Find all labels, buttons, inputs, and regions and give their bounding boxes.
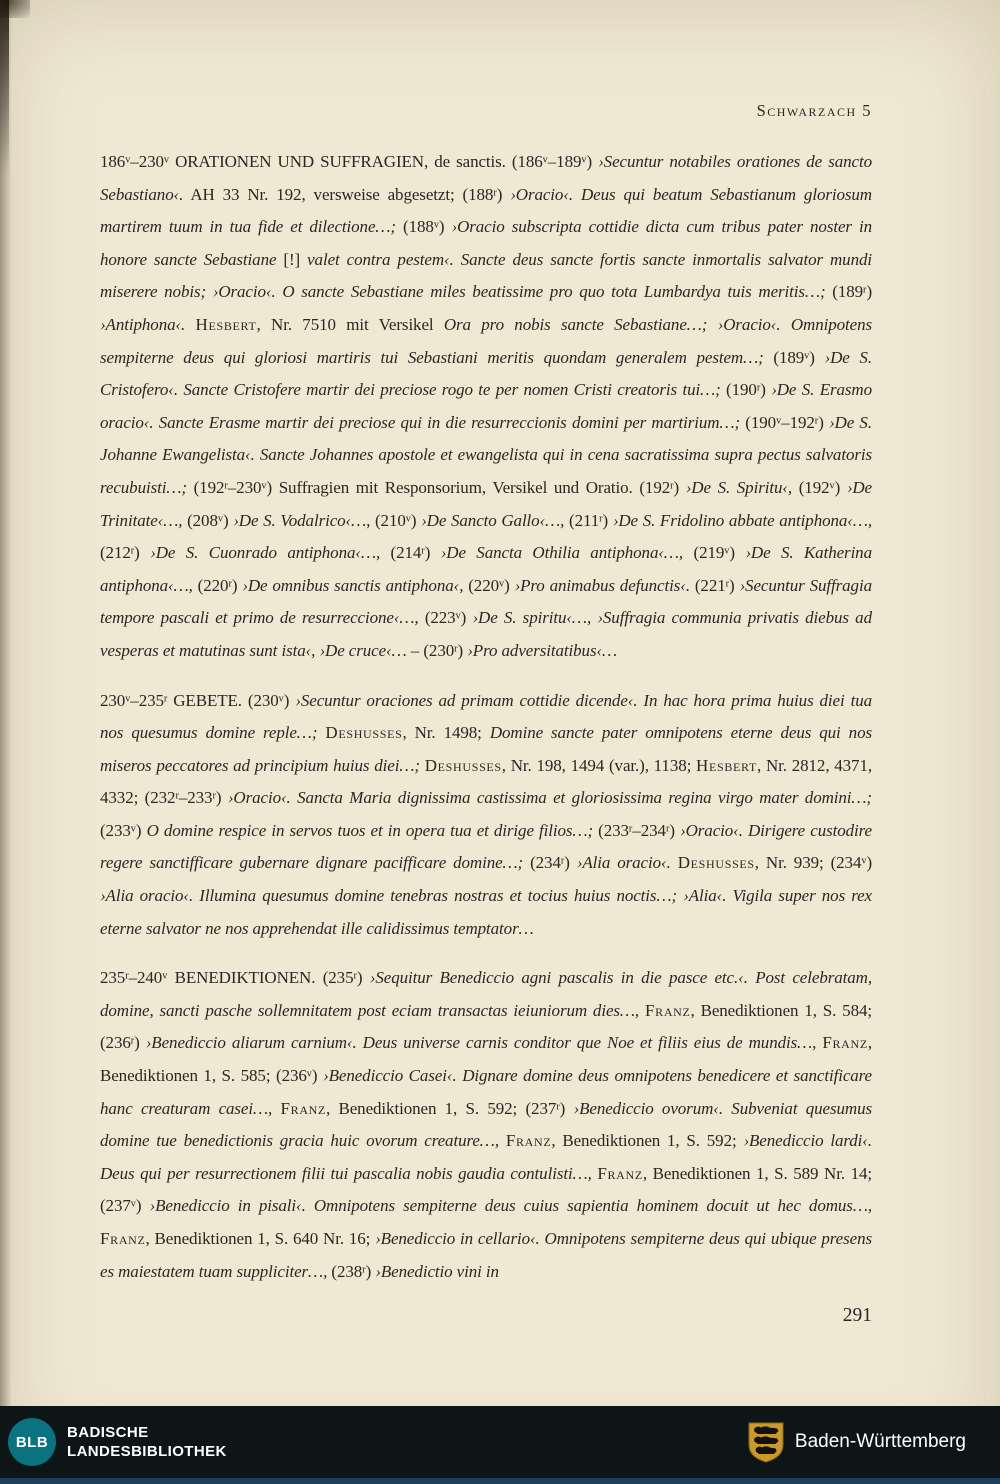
- footer-content: [0, 1406, 1000, 1478]
- scan-gutter-shadow: [0, 0, 12, 1406]
- viewer-footer-bar: [0, 1406, 1000, 1484]
- paragraph-gebete: 230$^v$–235$^r$ GEBETE. (230$^v$) ›Secuntur oraciones ad primam cottidie dicende‹. In hac hora prima huius diei tua nos quesumus domine reple…; Deshusses, Nr. 1498; Domine sancte pater omnipotens eterne deus qui nos miseros peccatores ad principium huius diei…; Deshusses, Nr. 198, 1494 (var.), 1138; Hesbert, Nr. 2812, 4371, 4332; (232$^r$–233$^r$) ›Oracio‹. Sancta Maria dignissima castissima et gloriosissima regina virgo mater domini…; (233$^v$) O domine respice in servos tuos et in opera tua et dirige filios…; (233$^r$–234$^r$) ›Oracio‹. Dirigere custodire regere sanctifficare gubernare dignare pacifficare domine…; (234$^r$) ›Alia oracio‹. Deshusses, Nr. 939; (234$^v$) ›Alia oracio‹. Illumina quesumus domine tenebras nostras et tocius huius noctis…; ›Alia‹. Vigila super nos rex eterne salvator ne nos apprehendat ille calidissimus temptator…: [100, 690, 873, 938]
- coat-of-arms-icon: [747, 1421, 785, 1463]
- state-label: Baden-Württemberg: [794, 1431, 966, 1452]
- running-header: [757, 101, 872, 121]
- running-header-label: Schwarzach 5: [756, 101, 872, 120]
- library-name-line2: LANDESBIBLIOTHEK: [67, 1443, 227, 1460]
- text-block: [100, 146, 872, 1327]
- paragraph-orationen-und-suffragien: 186$^v$–230$^v$ ORATIONEN UND SUFFRAGIEN, de sanctis. (186$^v$–189$^v$) ›Secuntur notabiles orationes de sancto Sebastiano‹. AH 33 Nr. 192, versweise abgesetzt; (188$^r$) ›Oracio‹. Deus qui beatum Sebastianum gloriosum martirem tuum in tua fide et dilectione…; (188$^v$) ›Oracio subscripta cottidie dicta cum tribus pater noster in honore sancte Sebastiane [!] valet contra pestem‹. Sancte deus sancte fortis sancte inmortalis salvator mundi miserere nobis; ›Oracio‹. O sancte Sebastiane miles beatissime pro quo tota Lumbardya tuis meritis…; (189$^r$) ›Antiphona‹. Hesbert, Nr. 7510 mit Versikel Ora pro nobis sancte Sebastiane…; ›Oracio‹. Omnipotens sempiterne deus qui gloriosi martiris tui Sebastiani meritis quondam generalem pestem…; (189$^v$) ›De S. Cristofero‹. Sancte Cristofere martir dei preciose rogo te per nomen Cristi creatoris tui…; (190$^r$) ›De S. Erasmo oracio‹. Sancte Erasme martir dei preciose qui in die resurreccionis domini per martirium…; (190$^v$–192$^r$) ›De S. Johanne Ewangelista‹. Sancte Johannes apostole et ewangelista qui in cena sacratissima supra pectus salvatoris recubuisti…; (192$^r$–230$^v$) Suffragien mit Responsorium, Versikel und Oratio. (192$^r$) ›De S. Spiritu‹, (192$^v$) ›De Trinitate‹…, (208$^v$) ›De S. Vodalrico‹…, (210$^v$) ›De Sancto Gallo‹…, (211$^r$) ›De S. Fridolino abbate antiphona‹…, (212$^r$) ›De S. Cuonrado antiphona‹…, (214$^r$) ›De Sancta Othilia antiphona‹…, (219$^v$) ›De S. Katherina antiphona‹…, (220$^r$) ›De omnibus sanctis antiphona‹, (220$^v$) ›Pro animabus defunctis‹. (221$^r$) ›Secuntur Suffragia tempore pascali et primo de resurreccione‹…, (223$^v$) ›De S. spiritu‹…, ›Suffragia communia privatis diebus ad vesperas et matutinas sunt ista‹, ›De cruce‹… – (230$^r$) ›Pro adversitatibus‹…: [100, 152, 873, 660]
- library-branding: [8, 1418, 227, 1466]
- page-number-row: [100, 1305, 872, 1327]
- scan-edge-shadow: [0, 0, 9, 175]
- footer-bottom-strip: [0, 1478, 1000, 1484]
- blb-logo[interactable]: [8, 1418, 56, 1466]
- library-name-line1: BADISCHE: [67, 1423, 149, 1441]
- blb-logo-label: BLB: [15, 1433, 49, 1451]
- scan-corner-shadow: [0, 0, 30, 18]
- library-name: [67, 1423, 227, 1462]
- state-branding[interactable]: [747, 1421, 966, 1463]
- paragraph-benediktionen: 235$^r$–240$^v$ BENEDIKTIONEN. (235$^r$) ›Sequitur Benediccio agni pascalis in die pasce etc.‹. Post celebratam, domine, sancti pasche sollemnitatem post eciam transactas ieiuniorum dies…, Franz, Benediktionen 1, S. 584; (236$^r$) ›Benediccio aliarum carnium‹. Deus universe carnis conditor que Noe et filiis eius de mundis…, Franz, Benediktionen 1, S. 585; (236$^v$) ›Benediccio Casei‹. Dignare domine deus omnipotens benedicere et sanctificare hanc creaturam casei…, Franz, Benediktionen 1, S. 592; (237$^r$) ›Benediccio ovorum‹. Subveniat quesumus domine tue benedictionis gracia huic ovorum creature…, Franz, Benediktionen 1, S. 592; ›Benediccio lardi‹. Deus qui per resurrectionem filii tui pascalia nobis gaudia contulisti…, Franz, Benediktionen 1, S. 589 Nr. 14; (237$^v$) ›Benediccio in pisali‹. Omnipotens sempiterne deus cuius sapientia hominem docuit ut hec domus…, Franz, Benediktionen 1, S. 640 Nr. 16; ›Benediccio in cellario‹. Omnipotens sempiterne deus qui ubique presens es maiestatem tuam suppliciter…, (238$^r$) ›Benedictio vini in: [100, 968, 873, 1281]
- page-number: 291: [842, 1305, 872, 1327]
